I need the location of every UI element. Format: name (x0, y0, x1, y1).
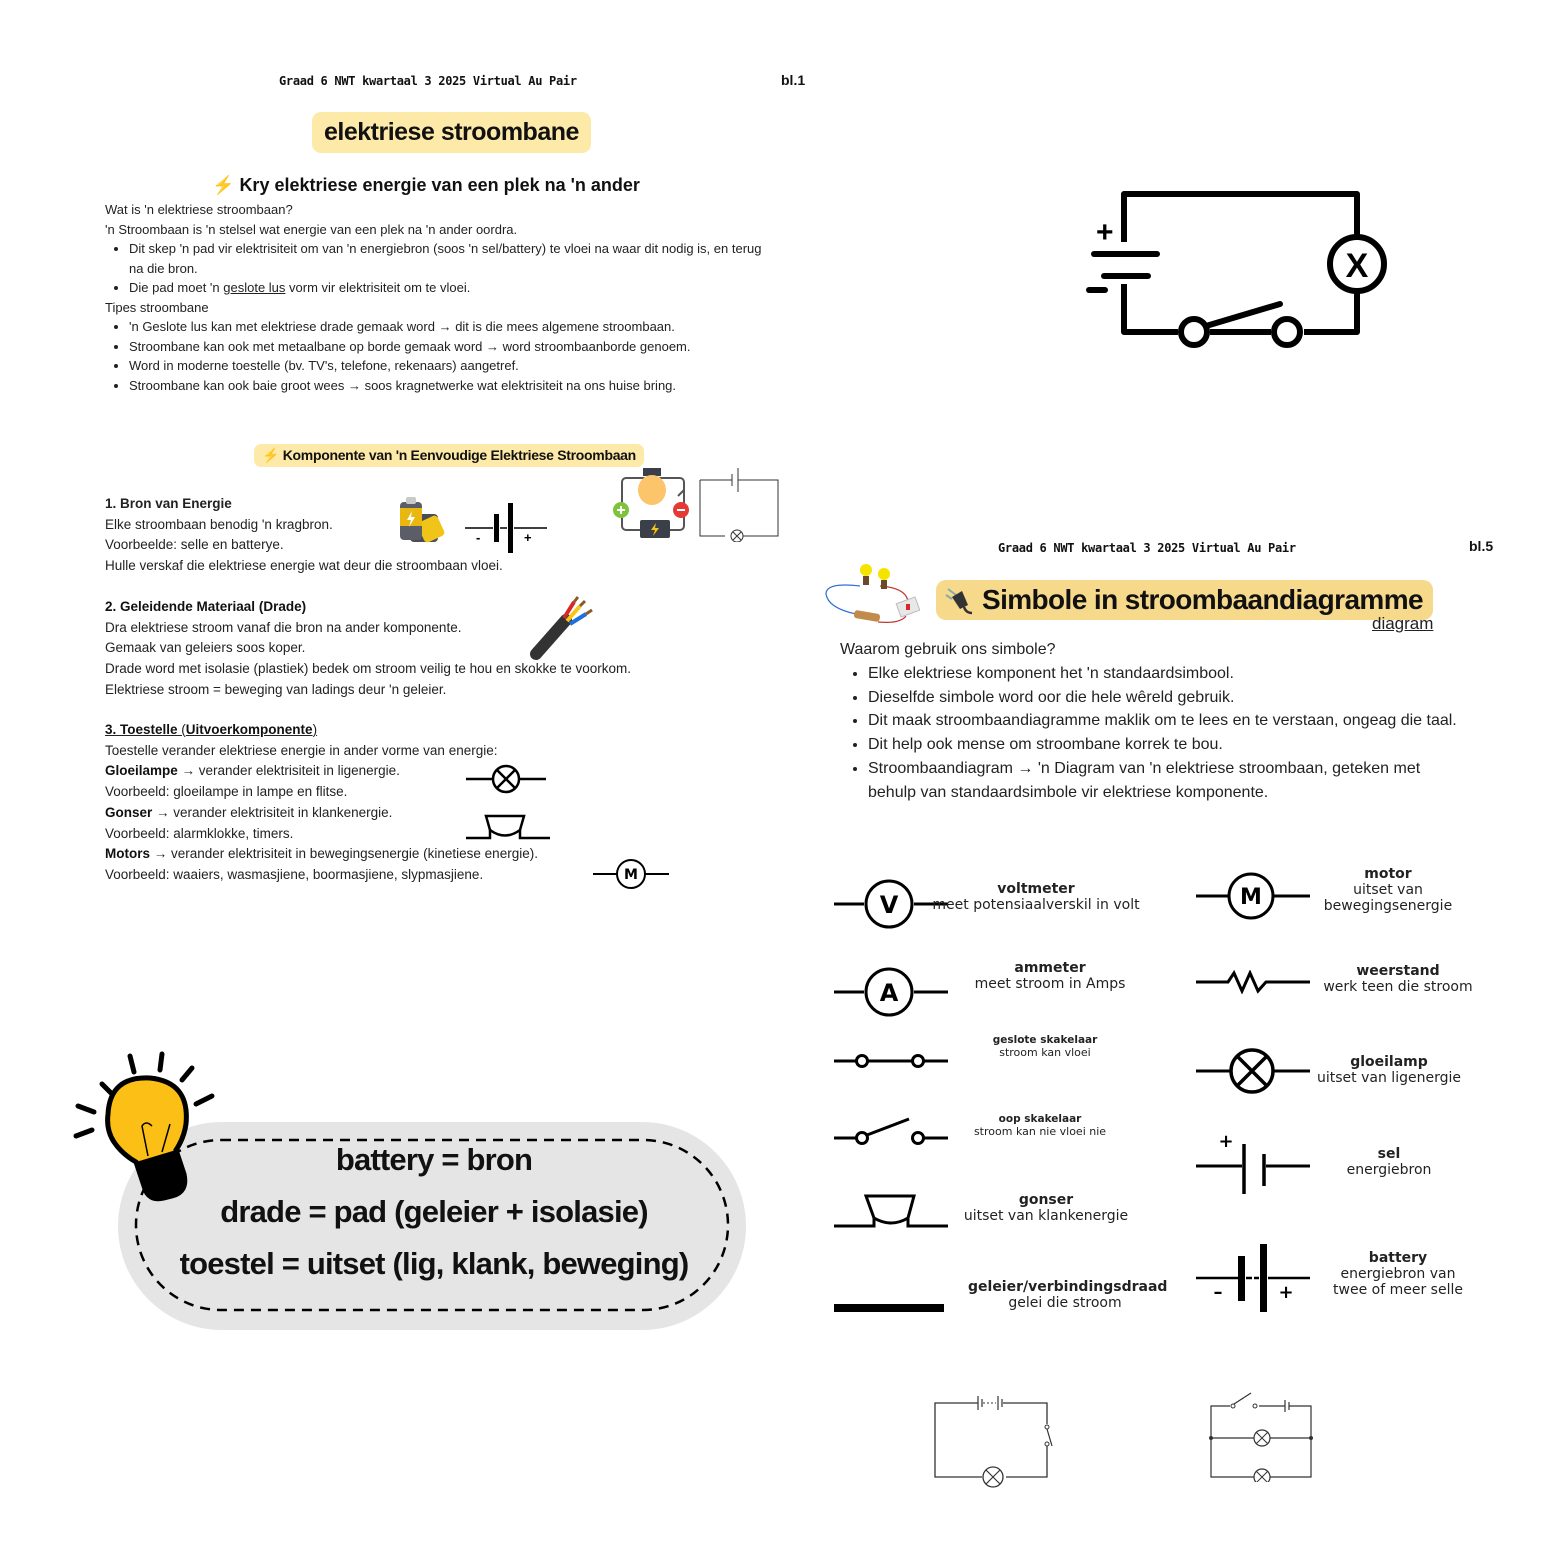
symbol-desc: meet potensiaalverskil in volt (932, 897, 1140, 913)
page1-number: bl.1 (781, 72, 806, 88)
simple-circuit-diagram-icon (697, 466, 781, 542)
battery-symbol-icon (1194, 1244, 1312, 1314)
page1-subtitle (212, 175, 640, 196)
type-item: • 'n Geslote lus kan met elektriese drade gemaak word → dit is die mees algemene stroombaan. (129, 317, 765, 337)
symbol-name: voltmeter (997, 881, 1075, 897)
intro-bullets (105, 239, 765, 298)
components-heading (254, 444, 644, 467)
text: ( (177, 722, 186, 737)
page5-bullet: • Elke elektriese komponent het 'n standaardsimbool. (868, 662, 1460, 686)
plus-sign: + (524, 530, 532, 545)
bulbs-circuit-illustration-icon (820, 562, 920, 628)
battery-label (1326, 1250, 1470, 1298)
wire-symbol-icon (834, 1302, 946, 1314)
symbol-name: motor (1364, 866, 1412, 882)
motor-symbol-icon (593, 858, 669, 890)
page5-bullet: • Dit help ook mense om stroombane korrek te bou. (868, 733, 1460, 757)
device-example: Voorbeeld: waaiers, wasmasjiene, boormasjiene, slypmasjiene. (105, 866, 484, 882)
section3-heading (105, 720, 705, 741)
device-name: Motors (105, 846, 150, 862)
cartoon-circuit-icon (610, 464, 692, 546)
page5-number: bl.5 (1469, 538, 1494, 554)
lightbulb-icon (72, 1046, 222, 1206)
plus-sign: + (1278, 1282, 1294, 1303)
symbol-desc: werk teen die stroom (1323, 979, 1473, 995)
section1-line: Hulle verskaf die elektriese energie wat deur die stroombaan vloei. (105, 558, 503, 574)
motor-symbol-icon (1194, 870, 1312, 922)
resistor-label (1318, 963, 1478, 995)
voltmeter-label (930, 881, 1142, 913)
geslote-lus-term: geslote lus (223, 280, 286, 295)
series-circuit-diagram (930, 1388, 1056, 1488)
intro-bullet: • Dit skep 'n pad vir elektrisiteit om van 'n energiebron (soos 'n sel/battery) te vloei na waar dit nodig is, en terug na die bron. (129, 239, 765, 278)
lamp-letter: X (1345, 247, 1369, 285)
symbol-name: weerstand (1356, 963, 1440, 979)
symbol-name: geslote skakelaar (992, 1034, 1098, 1046)
page5-intro (840, 638, 1460, 805)
closed-switch-symbol-icon (832, 1050, 950, 1072)
lightning-icon: ⚡ (262, 447, 280, 463)
plus-sign: + (1218, 1131, 1234, 1152)
resistor-symbol-icon (1194, 970, 1312, 994)
type-item: • Stroombane kan ook met metaalbane op borde gemaak word → word stroombaanborde genoem. (129, 337, 765, 357)
text: Die pad moet 'n (129, 280, 224, 295)
device-item (105, 761, 705, 782)
motor-letter: M (624, 867, 638, 883)
wire-label (968, 1279, 1168, 1311)
types-heading: Tipes stroombane (105, 299, 209, 315)
device-desc: → verander elektrisiteit in klankenergie. (152, 804, 393, 820)
page1-intro (105, 200, 765, 395)
section3-heading-paren-bold: Uitvoerkomponente (185, 722, 313, 737)
section2-heading-bold: 2. Geleidende Materiaal (105, 599, 256, 614)
components-heading-text: Komponente van 'n Eenvoudige Elektriese Stroombaan (282, 447, 636, 463)
type-item: • Stroombane kan ook baie groot wees → soos kragnetwerke wat elektrisiteit na ons huise bring. (129, 376, 765, 396)
summary-line: toestel = uitset (lig, klank, beweging) (179, 1246, 689, 1281)
battery-illustration-icon (398, 496, 446, 548)
device-desc: → verander elektrisiteit in ligenergie. (177, 763, 400, 779)
page5-header: Graad 6 NWT kwartaal 3 2025 Virtual Au Pair (998, 541, 1296, 555)
motor-letter: M (1240, 885, 1262, 910)
symbol-desc: uitset van klankenergie (963, 1208, 1129, 1224)
page1-title: elektriese stroombane (312, 112, 591, 153)
parallel-circuit-diagram (1205, 1386, 1317, 1482)
text: ) (312, 722, 318, 737)
device-name: Gonser (105, 804, 153, 820)
symbol-name: ammeter (1014, 960, 1086, 976)
symbol-name: geleier/verbindingsdraad (968, 1279, 1168, 1295)
page5-bullet: • Dit maak stroombaandiagramme maklik om te lees en te verstaan, ongeag die taal. (868, 709, 1460, 733)
symbol-name: battery (1368, 1250, 1428, 1266)
lamp-symbol-icon (1194, 1047, 1312, 1095)
section1-line: Elke stroombaan benodig 'n kragbron. (105, 516, 333, 532)
lightning-icon: ⚡ (212, 175, 235, 195)
summary-line: drade = pad (geleier + isolasie) (220, 1194, 648, 1229)
section1-heading: 1. Bron van Energie (105, 496, 232, 511)
ammeter-letter: A (879, 979, 899, 1007)
lamp-symbol-icon (466, 763, 546, 795)
plug-icon (944, 585, 974, 615)
intro-question: Wat is 'n elektriese stroombaan? (105, 202, 293, 217)
voltmeter-letter: V (879, 891, 899, 919)
intro-definition: 'n Stroombaan is 'n stelsel wat energie van een plek na 'n ander oordra. (105, 221, 518, 237)
symbol-desc: energiebron (1346, 1162, 1432, 1178)
symbol-desc: stroom kan nie vloei nie (973, 1125, 1107, 1138)
symbol-desc: uitset van ligenergie (1317, 1070, 1461, 1086)
open-switch-symbol-icon (832, 1114, 950, 1148)
symbol-desc: meet stroom in Amps (974, 976, 1126, 992)
type-item: • Word in moderne toestelle (bv. TV's, telefone, rekenaars) aangetref. (129, 356, 765, 376)
symbol-desc: gelei die stroom (1008, 1295, 1122, 1311)
text: vorm vir elektrisiteit om te vloei. (285, 280, 471, 295)
symbol-desc: uitset van bewegingsenergie (1323, 882, 1453, 914)
section2-line: Gemaak van geleiers soos koper. (105, 640, 306, 656)
device-example: Voorbeeld: gloeilampe in lampe en flitse. (105, 784, 348, 800)
symbol-name: sel (1377, 1146, 1401, 1162)
cable-illustration-icon (528, 596, 598, 662)
device-desc: → verander elektrisiteit in bewegingsenergie (kinetiese energie). (150, 846, 538, 862)
cell-label (1330, 1146, 1448, 1178)
closed-switch-label (975, 1034, 1115, 1059)
symbol-name: oop skakelaar (998, 1113, 1082, 1125)
diagram-link[interactable]: diagram (1372, 614, 1434, 633)
section2-line: Dra elektriese stroom vanaf die bron na ander komponente. (105, 619, 462, 635)
page1-subtitle-text: Kry elektriese energie van een plek na 'n ander (239, 175, 640, 195)
symbol-name: gloeilamp (1350, 1054, 1428, 1070)
section3-heading-bold: 3. Toestelle (105, 722, 178, 737)
big-circuit-diagram (1082, 186, 1392, 352)
device-item (105, 803, 705, 824)
open-switch-label (965, 1113, 1115, 1138)
section2-heading-paren: (Drade) (258, 599, 307, 614)
motor-label (1318, 866, 1458, 914)
types-list (105, 317, 765, 395)
section3-intro: Toestelle verander elektriese energie in ander vorme van energie: (105, 742, 498, 758)
buzzer-symbol-icon (466, 813, 552, 841)
device-name: Gloeilampe (105, 763, 178, 779)
page5-bullet: • Stroombaandiagram → 'n Diagram van 'n elektriese stroombaan, geteken met behulp van standaardsimbole vir elektriese komponente. (868, 757, 1460, 805)
cell-symbol-icon (1194, 1130, 1312, 1196)
page5-bullet: • Dieselfde simbole word oor die hele wêreld gebruik. (868, 686, 1460, 710)
page5-question: Waarom gebruik ons simbole? (840, 641, 1056, 658)
device-example: Voorbeeld: alarmklokke, timers. (105, 825, 294, 841)
ammeter-label (960, 960, 1140, 992)
buzzer-symbol-icon (832, 1192, 950, 1232)
ammeter-symbol-icon (832, 966, 950, 1018)
summary-line: battery = bron (335, 1142, 533, 1177)
section2-line: Elektriese stroom = beweging van ladings deur 'n geleier. (105, 681, 447, 697)
section2-heading (105, 597, 705, 618)
battery-symbol-icon (463, 500, 549, 556)
plus-sign: + (1096, 216, 1114, 249)
lamp-label (1310, 1054, 1468, 1086)
page1-header: Graad 6 NWT kwartaal 3 2025 Virtual Au Pair (279, 74, 577, 88)
page5-bullets (840, 662, 1460, 805)
symbol-desc: stroom kan vloei (999, 1046, 1091, 1059)
section2-line: Drade word met isolasie (plastiek) bedek om stroom veilig te hou en skokke te voorkom. (105, 661, 631, 677)
page5-title-text: Simbole in stroombaandiagramme (982, 584, 1423, 615)
buzzer-label (960, 1192, 1132, 1224)
minus-sign: - (476, 530, 481, 545)
page5-title (936, 580, 1433, 620)
section-conductive-material (105, 597, 705, 701)
intro-bullet (129, 278, 765, 298)
symbol-name: gonser (1018, 1192, 1074, 1208)
minus-sign: – (1213, 1282, 1223, 1303)
section1-line: Voorbeelde: selle en batterye. (105, 537, 284, 553)
symbol-desc: energiebron van twee of meer selle (1333, 1266, 1463, 1298)
